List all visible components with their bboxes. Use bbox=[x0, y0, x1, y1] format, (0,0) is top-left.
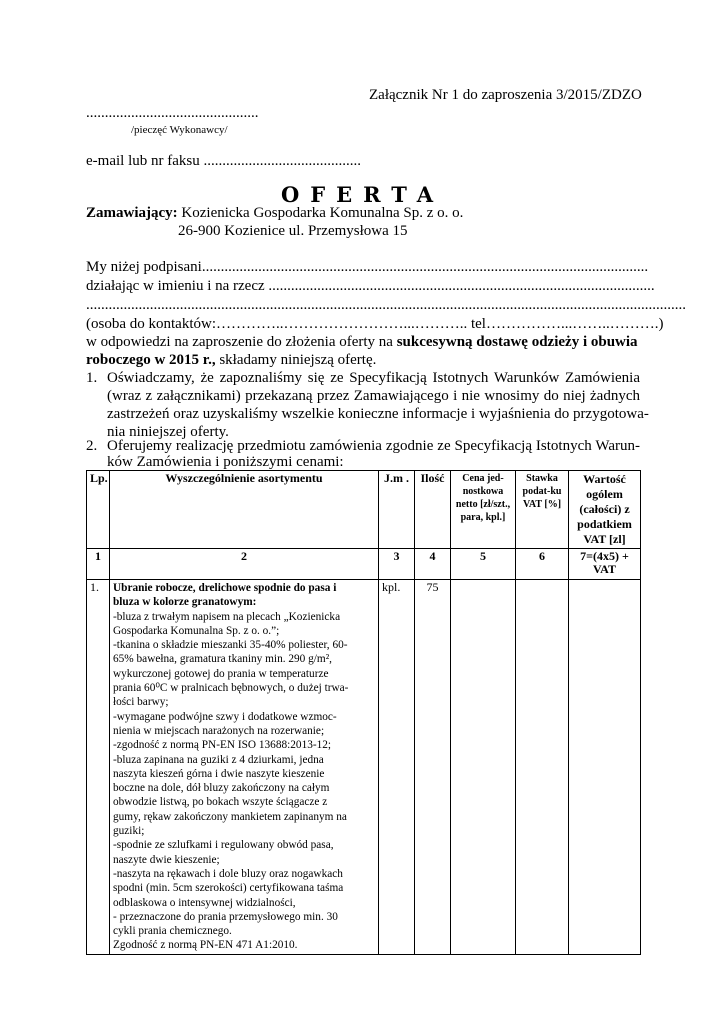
item-spec-line: gumy, rękaw zakończony mankietem zapinanym na bbox=[113, 810, 347, 823]
col-number: 7=(4x5) + VAT bbox=[569, 549, 641, 580]
col-number: 2 bbox=[110, 549, 379, 580]
item-spec-line: naszyte dwie kieszenie; bbox=[113, 853, 220, 866]
col-number: 6 bbox=[516, 549, 569, 580]
point-1-line: (wraz z załącznikami) przekazaną przez Zamawiającego i nie wnosimy do niej żadnych bbox=[107, 388, 640, 404]
item-spec-line: spodni (min. 5cm szerokości) certyfikowana taśma bbox=[113, 882, 344, 895]
item-spec-line: guziki; bbox=[113, 825, 145, 838]
orderer-label: Zamawiający: bbox=[86, 205, 178, 221]
col-total: Wartość ogólem (całości) z podatkiem VAT [zl] bbox=[569, 471, 641, 549]
row-lp: 1. bbox=[87, 580, 110, 955]
row-total[interactable] bbox=[569, 580, 641, 955]
item-spec-line: -spodnie ze szlufkami i regulowany obwód pasa, bbox=[113, 839, 334, 852]
item-title: bluza w kolorze granatowym: bbox=[113, 596, 257, 609]
col-number: 1 bbox=[87, 549, 110, 580]
row-unit-price[interactable] bbox=[451, 580, 516, 955]
item-spec-line: - przeznaczone do prania przemysłowego min. 30 bbox=[113, 910, 338, 923]
stamp-label: /pieczęć Wykonawcy/ bbox=[131, 124, 228, 136]
item-spec-line: prania 60⁰C w pralnicach bębnowych, o dużej trwa- bbox=[113, 682, 349, 695]
col-description: Wyszczególnienie asortymentu bbox=[110, 471, 379, 549]
col-unit: J.m . bbox=[379, 471, 415, 549]
row-vat-rate[interactable] bbox=[516, 580, 569, 955]
signatories-line: My niżej podpisani....................................................................................................................... bbox=[86, 259, 649, 275]
point-1-number: 1. bbox=[86, 370, 98, 386]
document-title: OFERTA bbox=[280, 182, 445, 207]
orderer bbox=[86, 204, 463, 222]
item-spec-line: odblaskowa o intensywnej widzialności, bbox=[113, 896, 296, 909]
item-spec-line: Gospodarka Komunalna Sp. z o. o.”; bbox=[113, 624, 280, 637]
item-spec-line: wykurczonej gotowej do prania w temperaturze bbox=[113, 667, 329, 680]
table-number-row bbox=[87, 549, 641, 580]
price-table bbox=[86, 470, 641, 955]
item-spec-line: naszyta kieszeń górna i dwie naszyte kieszenie bbox=[113, 767, 325, 780]
table-header-row bbox=[87, 471, 641, 549]
point-1-line: nia niniejszej oferty. bbox=[107, 424, 229, 440]
col-number: 4 bbox=[415, 549, 451, 580]
item-spec-line: Zgodność z normą PN-EN 471 A1:2010. bbox=[113, 939, 298, 952]
item-spec-line: cykli prania chemicznego. bbox=[113, 925, 232, 938]
col-lp: Lp. bbox=[87, 471, 110, 549]
point-2-number: 2. bbox=[86, 438, 98, 454]
email-field: e-mail lub nr faksu .......................................... bbox=[86, 153, 361, 169]
item-spec-line: -wymagane podwójne szwy i dodatkowe wzmoc- bbox=[113, 710, 337, 723]
item-title: Ubranie robocze, drelichowe spodnie do pasa i bbox=[113, 582, 337, 594]
row-qty: 75 bbox=[415, 580, 451, 955]
item-spec-line: łości barwy; bbox=[113, 696, 169, 709]
col-vat-rate: Stawka podat-ku VAT [%] bbox=[516, 471, 569, 549]
col-qty: Ilość bbox=[415, 471, 451, 549]
subject-text: sukcesywną dostawę odzieży i obuwia bbox=[396, 334, 638, 350]
on-behalf-line: działając w imieniu i na rzecz ....................................................................................................... bbox=[86, 278, 655, 294]
item-spec-line: obwodzie listwą, po bokach wszyte ściągacze z bbox=[113, 796, 328, 809]
item-spec-line: -naszyta na rękawach i dole bluzy oraz nogawkach bbox=[113, 867, 343, 880]
response-line bbox=[86, 333, 638, 351]
point-1-line: Oświadczamy, że zapoznaliśmy się ze Specyfikacją Istotnych Warunków Zamówienia bbox=[107, 370, 640, 386]
point-1-line: zastrzeżeń oraz uzyskaliśmy wszelkie konieczne informacje i wyjaśnienia do przygotowa- bbox=[107, 406, 649, 422]
response-text-2: składamy niniejszą ofertę. bbox=[215, 352, 377, 368]
attachment-label: Załącznik Nr 1 do zaproszenia 3/2015/ZDZO bbox=[369, 87, 642, 103]
item-spec-line: -zgodność z normą PN-EN ISO 13688:2013-12; bbox=[113, 739, 332, 752]
point-2-line: ków Zamówienia i poniższymi cenami: bbox=[107, 454, 344, 470]
col-number: 5 bbox=[451, 549, 516, 580]
item-spec-line: -tkanina o składzie mieszanki 35-40% poliester, 60- bbox=[113, 639, 348, 652]
response-text: w odpowiedzi na zaproszenie do złożenia oferty na bbox=[86, 334, 397, 350]
col-unit-price: Cena jed-nostkowa netto [zł/szt., para, kpl.] bbox=[451, 471, 516, 549]
stamp-line: .............................................. bbox=[86, 105, 259, 121]
orderer-name: Kozienicka Gospodarka Komunalna Sp. z o. o. bbox=[181, 205, 464, 221]
contact-line: (osoba do kontaktów:…………..……………………...……….. tel……………...……..……….) bbox=[86, 316, 664, 332]
item-spec-line: nienia w miejscach narażonych na rozerwanie; bbox=[113, 724, 325, 737]
table-row bbox=[87, 580, 641, 955]
row-description bbox=[110, 580, 379, 955]
point-2-line: Oferujemy realizację przedmiotu zamówienia zgodnie ze Specyfikacją Istotnych Warun- bbox=[107, 438, 640, 454]
blank-line: ................................................................................................................................................................ bbox=[86, 297, 686, 313]
item-spec-line: boczne na dole, dół bluzy zakończony na całym bbox=[113, 782, 330, 795]
item-spec-line: -bluza z trwałym napisem na plecach „Kozienicka bbox=[113, 610, 341, 623]
item-spec-line: -bluza zapinana na guziki z 4 dziurkami, jedna bbox=[113, 753, 324, 766]
subject-text-2: roboczego w 2015 r., bbox=[86, 352, 216, 368]
col-number: 3 bbox=[379, 549, 415, 580]
row-unit: kpl. bbox=[379, 580, 415, 955]
item-spec-line: 65% bawełna, gramatura tkaniny min. 290 g/m², bbox=[113, 653, 332, 666]
response-line-2 bbox=[86, 351, 376, 369]
orderer-address: 26-900 Kozienice ul. Przemysłowa 15 bbox=[178, 223, 408, 239]
